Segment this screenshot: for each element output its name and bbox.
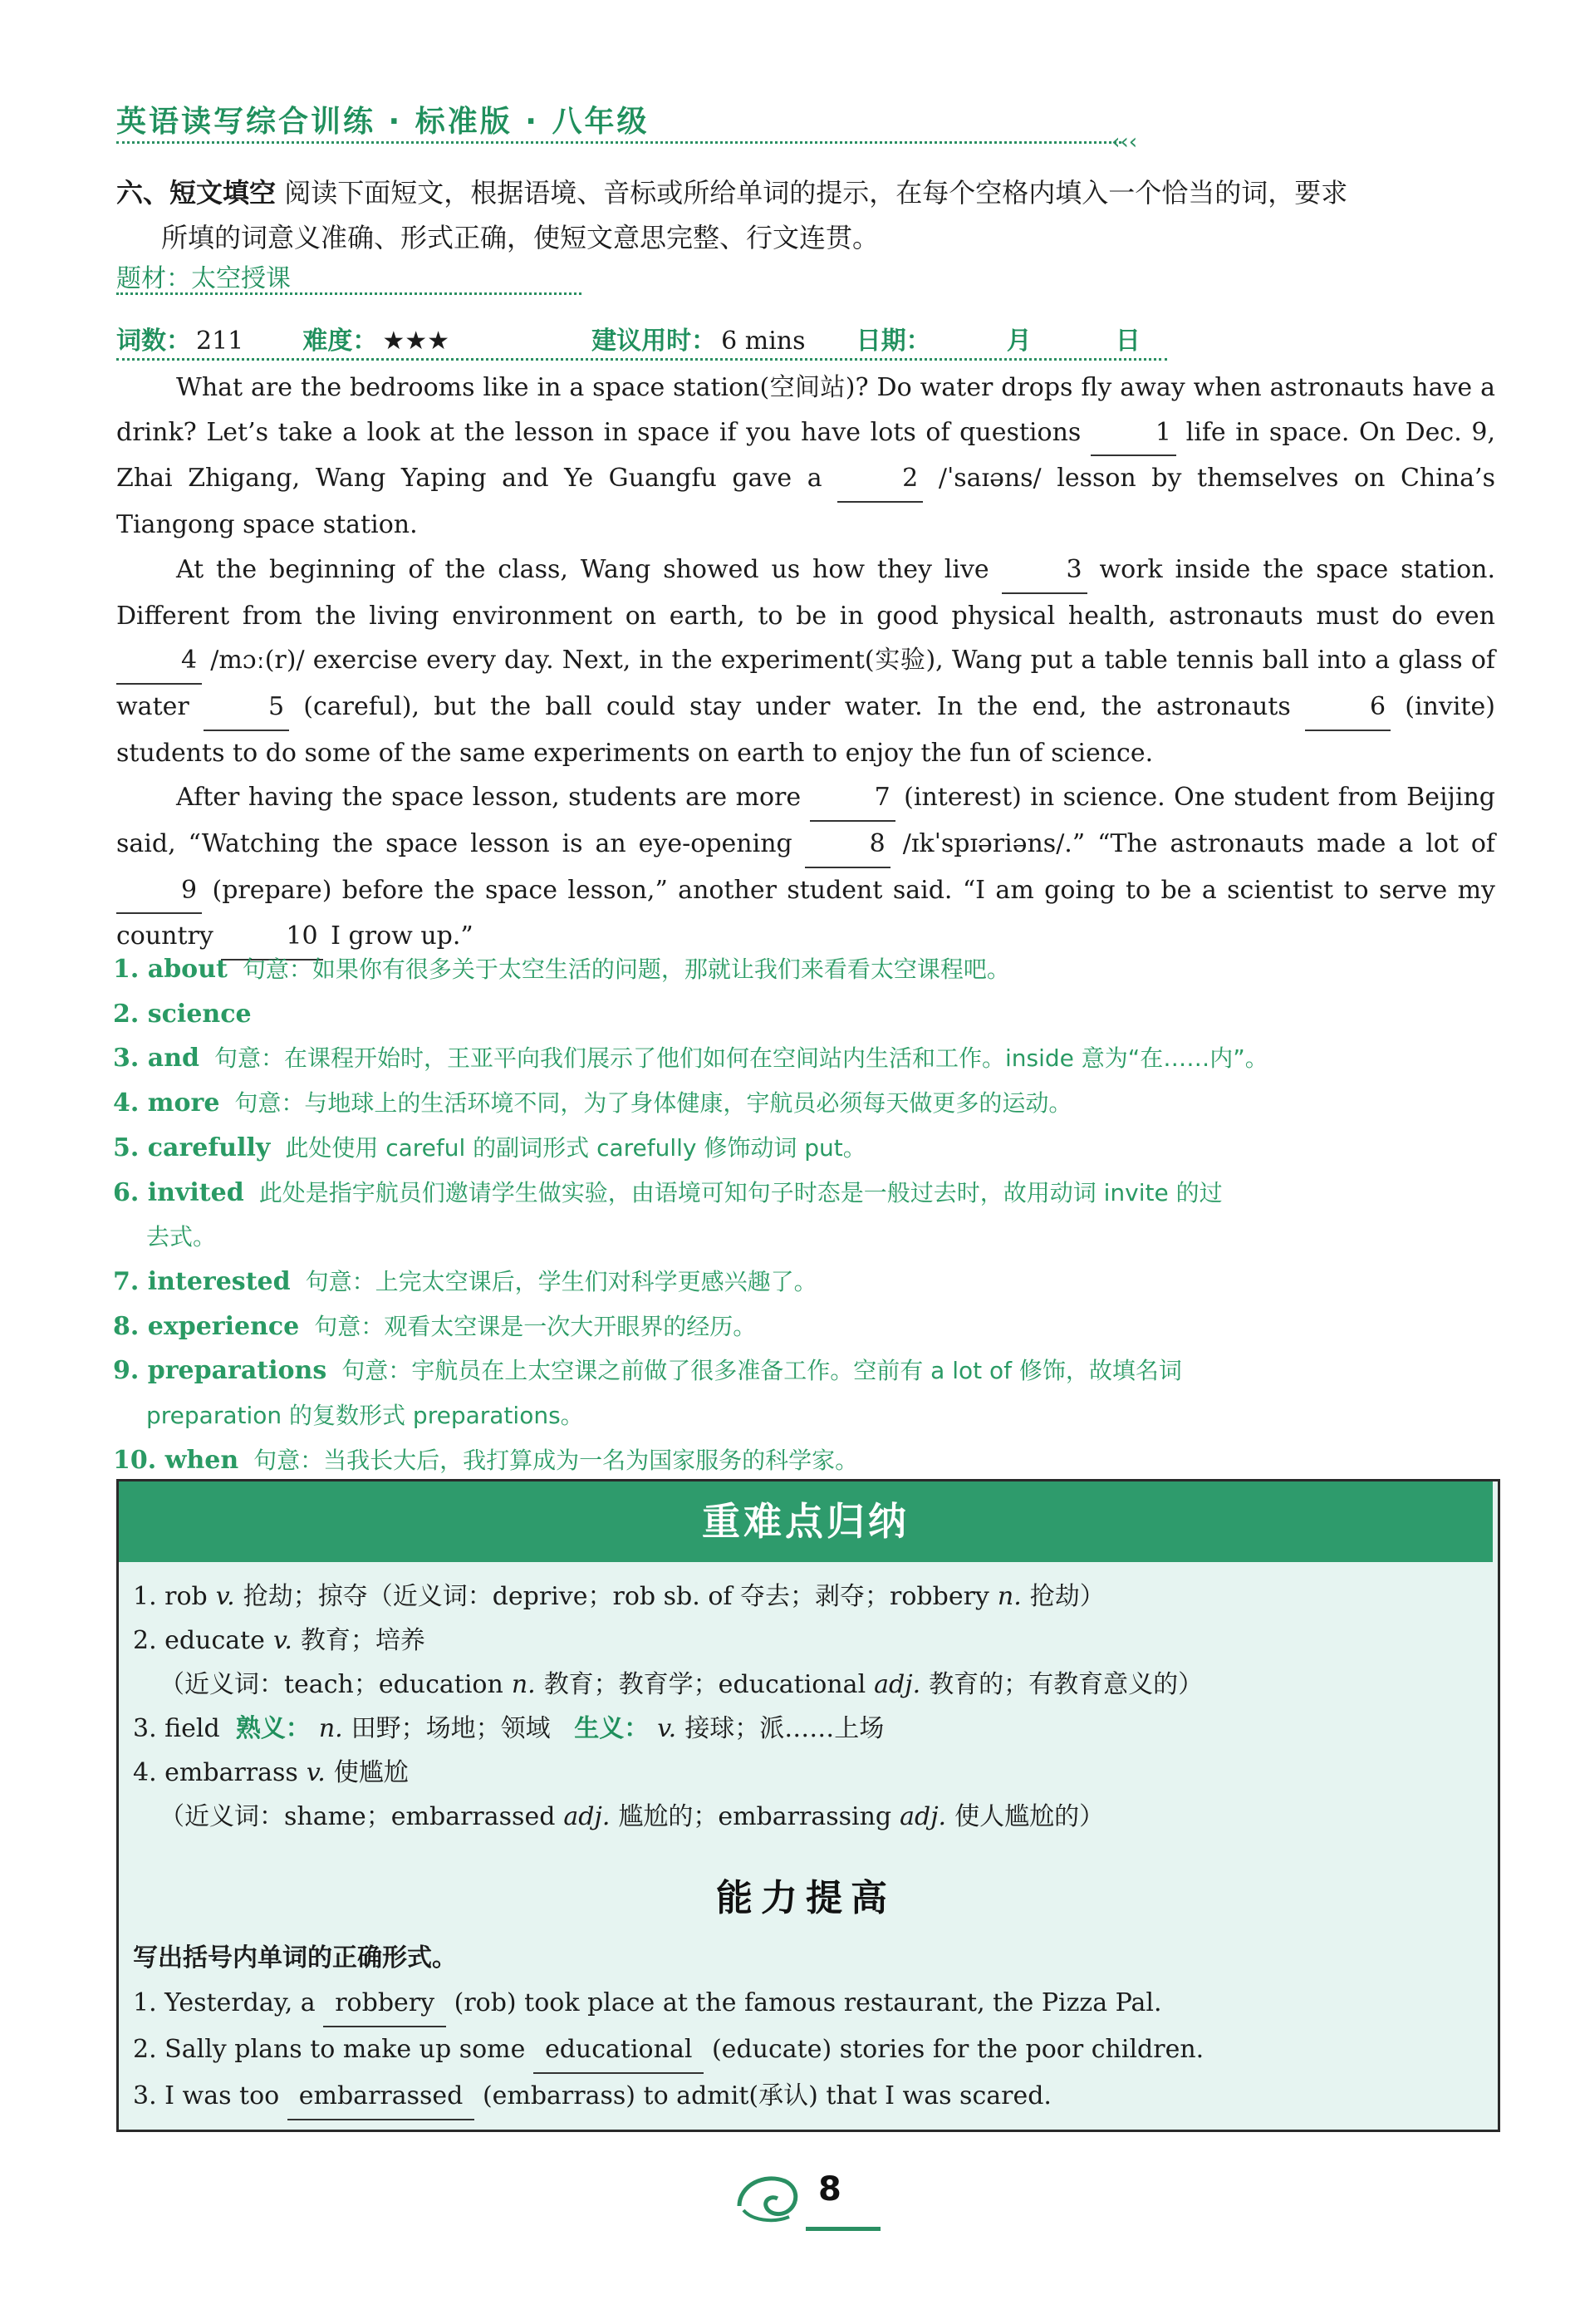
answer-exp: 句意：上完太空课后，学生们对科学更感兴趣了。 [305,1267,817,1295]
answer-row [113,1304,1500,1349]
answer-row [113,1260,1500,1304]
definition: 接球；派……上场 [684,1714,885,1743]
answer-row [113,947,1500,992]
note-item [133,1707,1462,1751]
answer-num: 8. experience [113,1311,300,1341]
answer-num: 5. carefully [113,1133,271,1162]
word: 3. field [133,1714,220,1743]
text: /ɪkˈspɪəriəns/.” “The astronauts made a lot of [902,829,1496,859]
instruction-line-1: 阅读下面短文，根据语境、音标或所给单词的提示，在每个空格内填入一个恰当的词，要求 [284,177,1348,209]
improve-title: 能力提高 [716,1877,895,1919]
exercise-instruction: 写出括号内单词的正确形式。 [133,1943,457,1973]
page-number: 8 [818,2170,841,2209]
word: 1. rob [133,1582,208,1611]
text: (invite) students to do some of the same experiments on earth to enjoy the fun of science. [116,691,1495,768]
note-item [133,1795,1462,1839]
answer-key [113,947,1500,1482]
answer-continuation: preparation 的复数形式 preparations。 [146,1402,584,1430]
answer-row [113,992,1500,1037]
blank-1[interactable]: 1 [1091,410,1176,457]
definition: 使人尴尬的） [954,1802,1105,1831]
definition: 抢劫） [1029,1582,1105,1611]
section-instruction [116,170,1487,260]
paragraph-3 [116,775,1495,961]
topic-divider [116,292,581,295]
word-count: 211 [196,327,244,356]
label: 生义： [574,1714,650,1743]
note-item [133,1663,1462,1707]
answer-exp: 句意：在课程开始时，王亚平向我们展示了他们如何在空间站内生活和工作。inside 意为“在……内”。 [214,1044,1268,1073]
header-title: 英语读写综合训练 · 标准版 · 八年级 [116,105,650,139]
answer-row [113,1438,1500,1483]
question-text: 3. I was too [133,2081,280,2110]
answer-blank[interactable]: educational [533,2027,704,2074]
definition: 尴尬的；embarrassing [618,1802,892,1831]
answer-exp: 句意：当我长大后，我打算成为一名为国家服务的科学家。 [253,1446,859,1474]
definition: （近义词：shame；embarrassed [159,1802,556,1831]
difficulty-stars: ★★★ [382,327,450,356]
answer-exp: 句意：如果你有很多关于太空生活的问题，那就让我们来看看太空课程吧。 [242,956,1010,983]
section-label: 六、短文填空 [116,177,277,209]
pos: v. [306,1758,326,1787]
definition: 抢劫；掠夺（近义词：deprive；rob sb. of 夺去；剥夺；robbery [243,1582,989,1611]
topic [116,258,291,294]
answer-exp: 句意：观看太空课是一次大开眼界的经历。 [314,1312,757,1340]
question-text: (educate) stories for the poor children. [711,2035,1204,2064]
header-divider [116,141,1121,144]
question-text: 2. Sally plans to make up some [133,2035,526,2064]
key-points-title: 重难点归纳 [702,1499,910,1544]
question-text: (embarrass) to admit(承认) that I was scared. [482,2081,1052,2110]
exercise-item [133,1981,1462,2027]
day-label: 日 [1115,327,1141,356]
definition: 田野；场地；领域 [351,1714,551,1743]
pos: adj. [874,1670,921,1699]
blank-3[interactable]: 3 [1002,548,1087,594]
exercise-item [133,2027,1462,2074]
time-label: 建议用时： [591,327,717,356]
text: /ˈsaɪəns/ lesson by themselves on China’s Tiangong space station. [116,464,1495,540]
text: work inside the space station. Different from the living environment on earth, to be in good physical health, astronauts must do even [116,554,1495,631]
question-text: (rob) took place at the famous restaurant, the Pizza Pal. [454,1988,1162,2017]
answer-row [113,1349,1500,1393]
topic-label: 题材： [116,264,191,293]
blank-2[interactable]: 2 [837,456,923,503]
question-text: 1. Yesterday, a [133,1988,316,2017]
label: 熟义： [235,1714,311,1743]
blank-6[interactable]: 6 [1305,685,1391,731]
answer-exp: 句意：宇航员在上太空课之前做了很多准备工作。空前有 a lot of 修饰，故填名词 [341,1357,1182,1385]
exercise-list [133,1936,1462,2120]
text: I grow up.” [331,921,473,951]
answer-exp: 此处使用 careful 的副词形式 carefully 修饰动词 put。 [285,1133,866,1162]
page-number-underline [806,2227,881,2231]
meta-divider [116,358,1167,361]
blank-10[interactable]: 10 [221,914,322,961]
passage [116,366,1495,961]
answer-row [113,1126,1500,1171]
pos: adj. [563,1802,611,1831]
paragraph-2 [116,548,1495,776]
answer-num: 9. preparations [113,1356,327,1386]
answer-row [113,1081,1500,1126]
pos: v. [272,1626,292,1655]
text: (interest) in science. One student from Beijing said, “Watching the space lesson is an eye-opening [116,783,1495,859]
answer-row [113,1036,1500,1081]
note-item [133,1575,1462,1619]
answer-exp: 此处是指宇航员们邀请学生做实验，由语境可知句子时态是一般过去时，故用动词 invite 的过 [258,1178,1223,1206]
word: 2. educate [133,1626,265,1655]
difficulty-label: 难度： [302,327,378,356]
paragraph-1 [116,366,1495,548]
definition: 教育的；有教育意义的） [929,1670,1204,1699]
blank-9[interactable]: 9 [116,868,202,915]
word: 4. embarrass [133,1758,298,1787]
text: What are the bedrooms like in a space station(空间站)? Do water drops fly away when astronauts have a drink? Let’s take a look at the lesson in space if you have lots of questions [116,373,1495,447]
text: life in space. On Dec. 9, Zhai Zhigang, Wang Yaping and Ye Guangfu gave a [116,417,1495,494]
month-label: 月 [1006,327,1032,356]
blank-5[interactable]: 5 [204,685,289,731]
pos: n. [511,1670,536,1699]
definition: （近义词：teach；education [159,1670,503,1699]
answer-num: 1. about [113,955,228,984]
answer-num: 2. science [113,999,252,1029]
answer-exp: 句意：与地球上的生活环境不同，为了身体健康，宇航员必须每天做更多的运动。 [234,1089,1072,1118]
text: After having the space lesson, students are more [176,783,802,813]
answer-row [113,1171,1500,1216]
header-arrow-icon: ‹‹‹ [1111,130,1138,155]
answer-num: 4. more [113,1088,220,1118]
words-label: 词数： [116,327,191,356]
answer-continuation: 去式。 [146,1223,217,1251]
answer-num: 6. invited [113,1177,244,1207]
note-item [133,1751,1462,1795]
blank-7[interactable]: 7 [810,775,895,822]
pos: n. [318,1714,343,1743]
key-points-list [133,1575,1462,1839]
definition: 使尴尬 [333,1758,409,1787]
answer-num: 10. when [113,1445,239,1475]
answer-blank[interactable]: embarrassed [287,2074,475,2120]
text: /mɔː(r)/ exercise every day. Next, in the experiment(实验), Wang put a table tennis ball into a glass of water [116,646,1495,721]
text: At the beginning of the class, Wang showed us how they live [176,554,989,584]
pos: n. [997,1582,1022,1611]
dolphin-logo-icon [731,2169,806,2227]
definition: 教育；培养 [300,1626,425,1655]
instruction-line-2: 所填的词意义准确、形式正确，使短文意思完整、行文连贯。 [161,222,880,253]
pos: v. [215,1582,235,1611]
text: (prepare) before the space lesson,” another student said. “I am going to be a scientist to serve my country [116,875,1495,951]
note-item [133,1619,1462,1663]
blank-8[interactable]: 8 [805,822,890,868]
pos: adj. [900,1802,947,1831]
answer-blank[interactable]: robbery [323,1981,446,2027]
exercise-item [133,2074,1462,2120]
blank-4[interactable]: 4 [116,638,202,685]
answer-num: 7. interested [113,1266,291,1296]
answer-num: 3. and [113,1044,199,1074]
meta-row [116,320,1171,356]
topic-value: 太空授课 [191,264,291,293]
suggested-time: 6 mins [721,327,806,356]
text: (careful), but the ball could stay under water. In the end, the astronauts [303,691,1291,721]
definition: 教育；教育学；educational [543,1670,866,1699]
pos: v. [657,1714,677,1743]
date-label: 日期： [856,327,931,356]
